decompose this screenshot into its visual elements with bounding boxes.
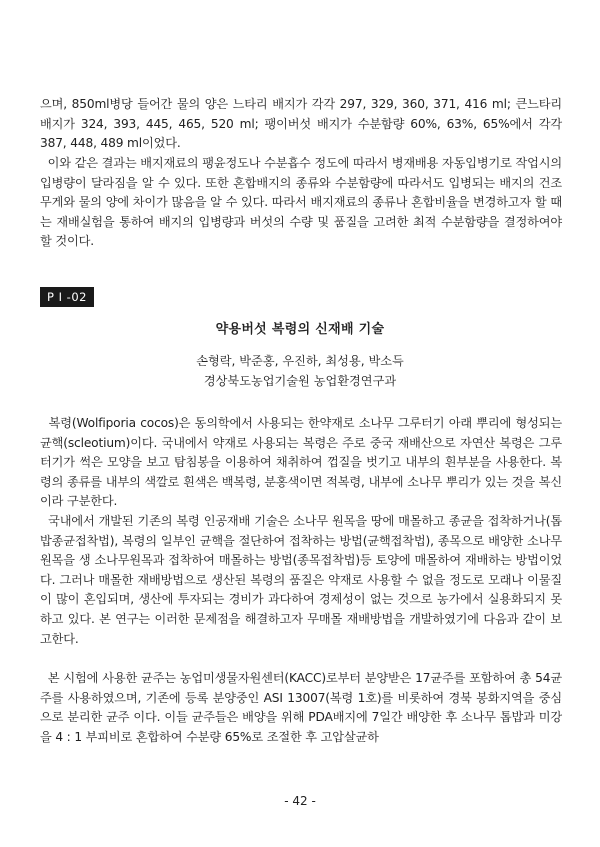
page-number: - 42 -: [284, 794, 316, 808]
author-list: 손형락, 박준홍, 우진하, 최성용, 박소득: [196, 354, 404, 368]
affiliation: 경상북도농업기술원 농업환경연구과: [203, 374, 397, 388]
paragraph-background: 국내에서 개발된 기존의 복령 인공재배 기술은 소나무 원목을 땅에 매몰하고 종균을 접착하거나(톱밥종균접착법), 복령의 일부인 균핵을 절단하여 접착하는 방법(균핵접착법), 종목으로 배양한 소나무 원목을 생 소나무원목과 접착하여 매몰하는 방법(종목접착법)등 토양에 매몰하여 재배하는 방법이었다. 그러나 매몰한 재배방법으로 생산된 복령의 품질은 약재로 사용할 수 없을 정도로 모래나 이물질이 많이 혼입되며, 생산에 투자되는 경비가 과다하여 경제성이 없는 것으로 농가에서 실용화되지 못하고 있다. 본 연구는 이러한 문제점을 해결하고자 무매몰 재배방법을 개발하였기에 다음과 같이 보고한다.: [40, 514, 562, 646]
paragraph-intro: 복령(Wolfiporia cocos)은 동의학에서 사용되는 한약재로 소나무 그루터기 아래 뿌리에 형성되는 균핵(scleotium)이다. 국내에서 약재로 사용되는 복령은 주로 중국 재배산으로 자연산 복령은 그루터기가 썩은 모양을 보고 탐침봉을 이용하여 채취하여 껍질을 벗기고 내부의 흰부분을 사용한다. 복령의 종류를 내부의 색깔로 흰색은 백복령, 분홍색이면 적복령, 내부에 소나무 뿌리가 있는 것을 복신이라 구분한다.: [40, 416, 562, 509]
paragraph-methods: 본 시험에 사용한 균주는 농업미생물자원센터(KACC)로부터 분양받은 17균주를 포함하여 총 54균주를 사용하였으며, 기존에 등록 분양중인 ASI 13007(복령 1호)를 비롯하여 경북 봉화지역을 중심으로 분리한 균주 이다. 이들 균주들은 배양을 위해 PDA배지에 7일간 배양한 후 소나무 톱밥과 미강을 4 : 1 부피비로 혼합하여 수분량 65%로 조절한 후 고압살균하: [40, 671, 562, 744]
paper-title: 약용버섯 복령의 신재배 기술: [215, 322, 385, 337]
section-tag: P I -02: [40, 287, 94, 307]
paragraph-result-discussion: 이와 같은 결과는 배지재료의 팽윤정도나 수분흡수 정도에 따라서 병재배용 자동입병기로 작업시의 입병량이 달라짐을 알 수 있다. 또한 혼합배지의 종류와 수분함량에 따라서도 입병되는 배지의 건조무게와 물의 양에 차이가 많음을 알 수 있다. 따라서 배지재료의 종류나 혼합비율을 변경하고자 할 때는 재배실험을 통하여 배지의 입병량과 버섯의 수량 및 품질을 고려한 최적 수분함량을 결정하여야 할 것이다.: [40, 156, 562, 249]
paragraph-result-volume: 으며, 850ml병당 들어간 물의 양은 느타리 배지가 각각 297, 329, 360, 371, 416 ml; 큰느타리 배지가 324, 393, 445, 465, 520 ml; 팽이버섯 배지가 수분함량 60%, 63%, 65%에서 각각 387, 448, 489 ml이었다.: [40, 97, 562, 151]
